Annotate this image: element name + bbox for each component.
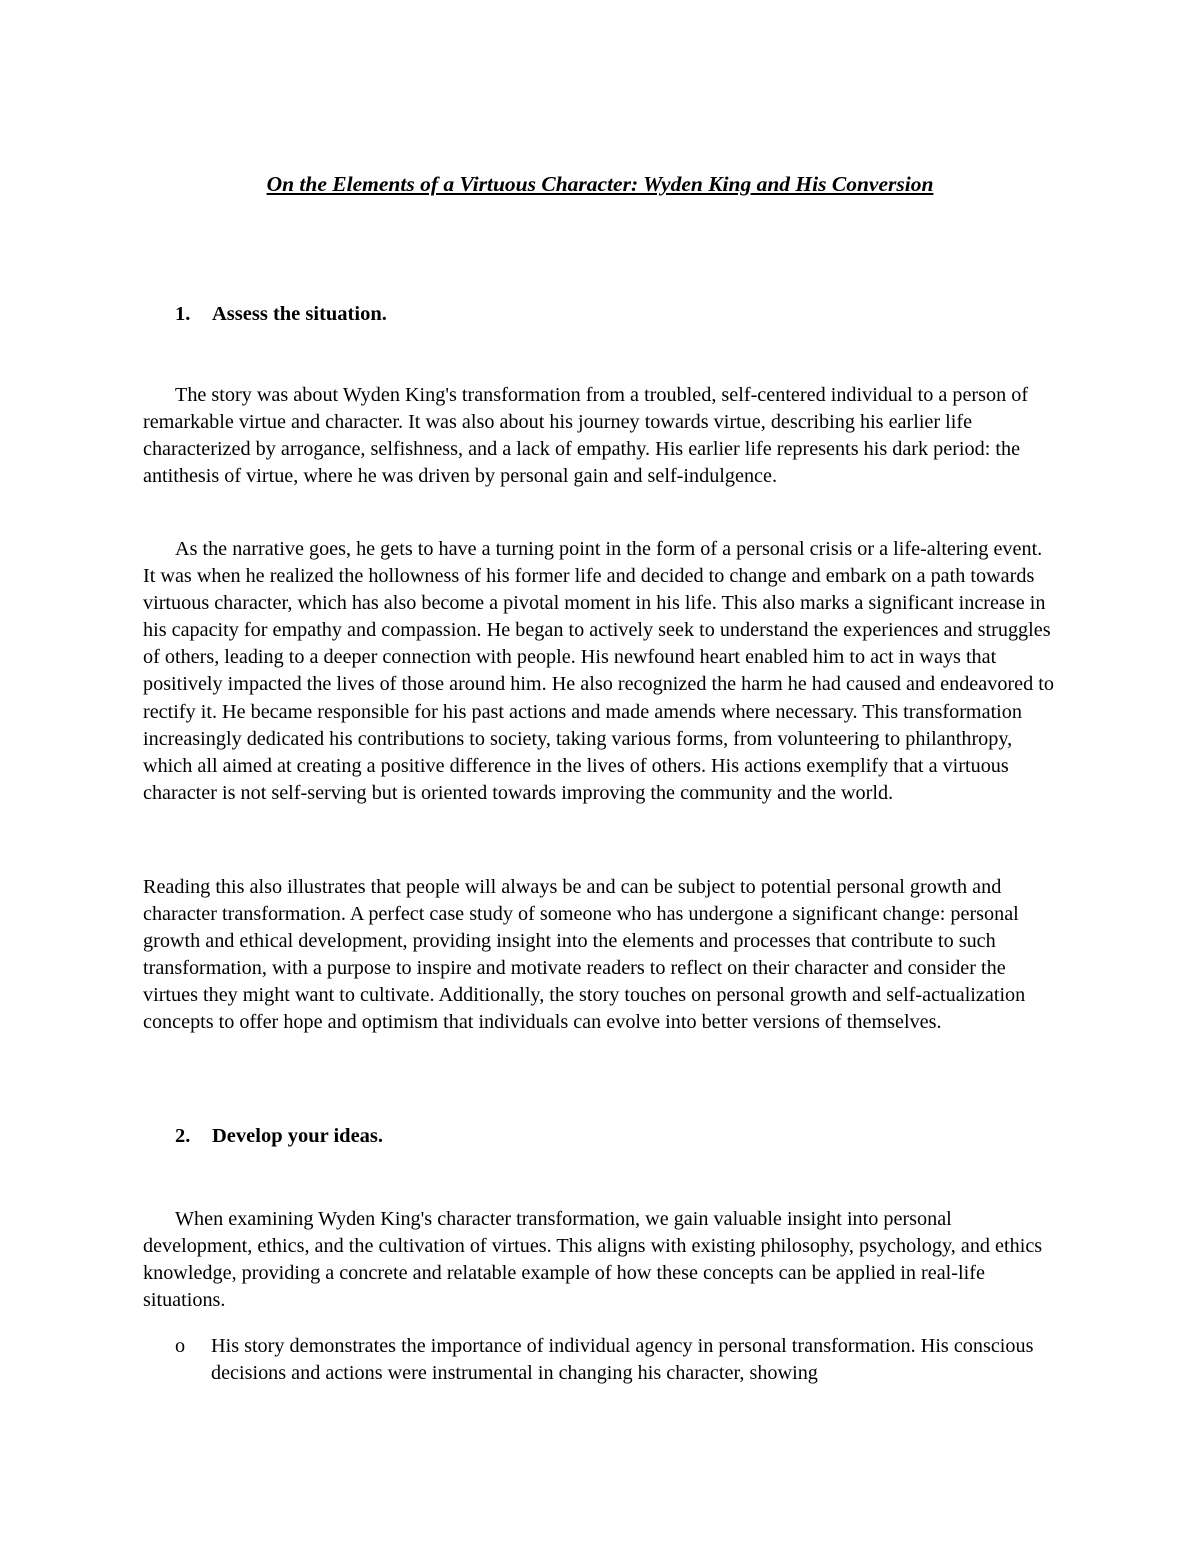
paragraph: As the narrative goes, he gets to have a turning point in the form of a personal crisis or a life-altering event. It was when he realized the hollowness of his former life and decided to change and embark on a path towards virtuous character, which has also become a pivotal moment in his life. This also marks a significant increase in his capacity for empathy and compassion. He began to actively seek to understand the experiences and struggles of others, leading to a deeper connection with people. His newfound heart enabled him to act in ways that positively impacted the lives of those around him. He also recognized the harm he had caused and endeavored to rectify it. He became responsible for his past actions and made amends where necessary. This transformation increasingly dedicated his contributions to society, taking various forms, from volunteering to philanthropy, which all aimed at creating a positive difference in the lives of others. His actions exemplify that a virtuous character is not self-serving but is oriented towards improving the community and the world.: [143, 538, 1054, 804]
list-item-text: His story demonstrates the importance of individual agency in personal transformation. His conscious decisions and actions were instrumental in changing his character, showing: [211, 1335, 1034, 1385]
section-number: 2.: [175, 1125, 191, 1147]
list-item: [175, 1333, 1060, 1387]
section-heading-text: Develop your ideas.: [212, 1125, 384, 1147]
bullet-marker: o: [175, 1335, 186, 1357]
section-heading: [175, 1122, 383, 1150]
document-title: On the Elements of a Virtuous Character: Wyden King and His Conversion: [266, 172, 934, 196]
section-number: 1.: [175, 303, 191, 325]
paragraph: Reading this also illustrates that people will always be and can be subject to potential personal growth and character transformation. A perfect case study of someone who has undergone a significant change: personal growth and ethical development, providing insight into the elements and processes that contribute to such transformation, with a purpose to inspire and motivate readers to reflect on their character and consider the virtues they might want to cultivate. Additionally, the story touches on personal growth and self-actualization concepts to offer hope and optimism that individuals can evolve into better versions of themselves.: [143, 876, 1026, 1034]
paragraph: The story was about Wyden King's transformation from a troubled, self-centered individual to a person of remarkable virtue and character. It was also about his journey towards virtue, describing his earlier life characterized by arrogance, selfishness, and a lack of empathy. His earlier life represents his dark period: the antithesis of virtue, where he was driven by personal gain and self-indulgence.: [143, 384, 1029, 488]
section-heading-text: Assess the situation.: [212, 303, 387, 325]
section-heading: [175, 300, 387, 328]
paragraph: When examining Wyden King's character transformation, we gain valuable insight into personal development, ethics, and the cultivation of virtues. This aligns with existing philosophy, psychology, and ethics knowledge, providing a concrete and relatable example of how these concepts can be applied in real-life situations.: [143, 1208, 1043, 1312]
